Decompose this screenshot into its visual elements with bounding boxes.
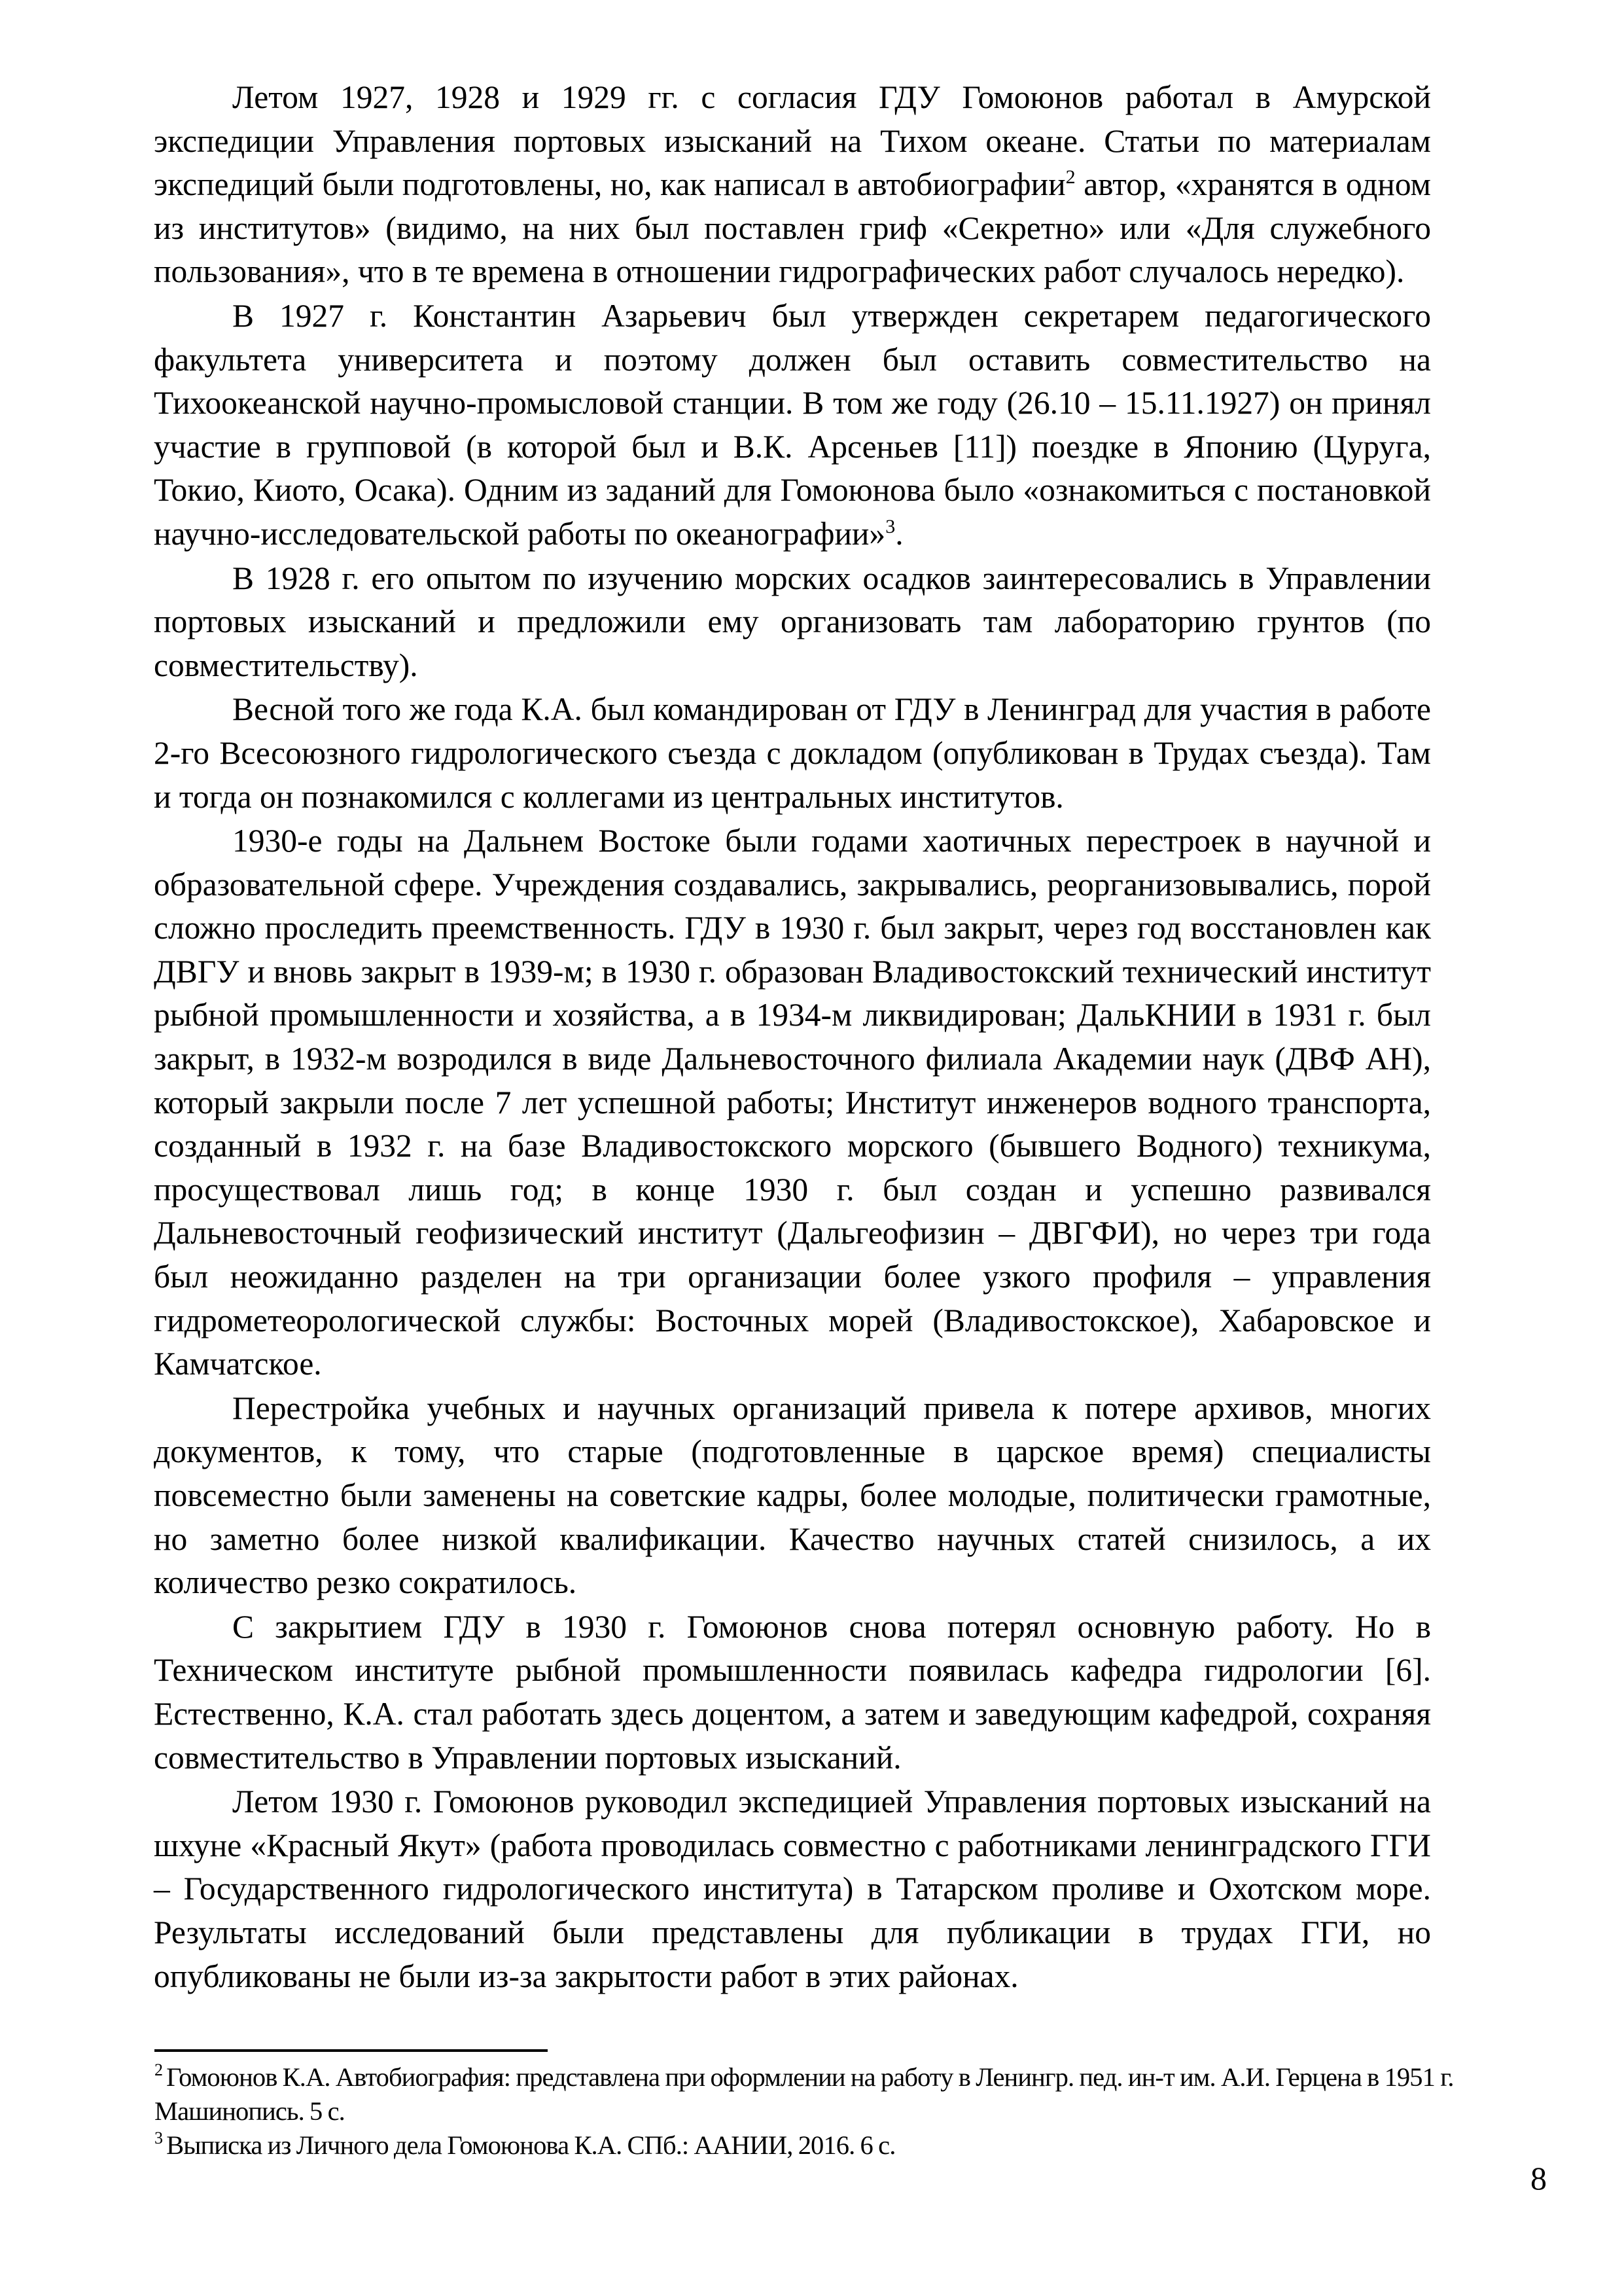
paragraph-5 [154, 819, 1431, 1386]
paragraph-text: . [895, 515, 904, 552]
body-text [154, 76, 1431, 1999]
paragraph-text: Летом 1927, 1928 и 1929 гг. с согласия ГДУ Гомоюнов работал в Амурской экспедиции Управления портовых изысканий на Тихом океане. Статьи по материалам экспедиций были подготовлены, но, как написал в автобиографии [154, 79, 1431, 203]
paragraph-4 [154, 688, 1431, 819]
paragraph-text: В 1928 г. его опытом по изучению морских осадков заинтересовались в Управлении портовых изысканий и предложили ему организовать там лабораторию грунтов (по совместительству). [154, 560, 1431, 683]
paragraph-text: Весной того же года К.А. был командирован от ГДУ в Ленинград для участия в работе 2-го Всесоюзного гидрологического съезда с докладом (опубликован в Трудах съезда). Там и тогда он познакомился с коллегами из центральных институтов. [154, 691, 1431, 815]
page-number: 8 [1530, 2160, 1547, 2197]
footnote-reference-3[interactable]: 3 [885, 515, 896, 537]
paragraph-7 [154, 1605, 1431, 1780]
paragraph-8 [154, 1780, 1431, 1998]
paragraph-1 [154, 76, 1431, 294]
paragraph-2 [154, 295, 1431, 556]
footnote-number: 3 [154, 2128, 163, 2147]
footnote-text: Выписка из Личного дела Гомоюнова К.А. СПб.: ААНИИ, 2016. 6 с. [166, 2130, 896, 2160]
footnote-3 [154, 2128, 1504, 2162]
paragraph-6 [154, 1387, 1431, 1605]
paragraph-text: С закрытием ГДУ в 1930 г. Гомоюнов снова потерял основную работу. Но в Техническом институте рыбной промышленности появилась кафедра гидрологии [6]. Естественно, К.А. стал работать здесь доцентом, а затем и заведующим кафедрой, сохраняя совместительство в Управлении портовых изысканий. [154, 1608, 1431, 1776]
footnote-reference-2[interactable]: 2 [1065, 166, 1076, 188]
footnote-text: Гомоюнов К.А. Автобиография: представлена при оформлении на работу в Ленингр. пед. ин-т им. А.И. Герцена в 1951 г. Машинопись. 5 с. [154, 2062, 1454, 2126]
footnote-2 [154, 2060, 1504, 2128]
paragraph-text: автор, «хранятся в одном из институтов» (видимо, на них был поставлен гриф «Секретно» или «Для служебного пользования», что в те времена в отношении гидрографических работ случалось нередко). [154, 166, 1432, 290]
footnote-separator [154, 2049, 548, 2052]
paragraph-text: Летом 1930 г. Гомоюнов руководил экспедицией Управления портовых изысканий на шхуне «Красный Якут» (работа проводилась совместно с работниками ленинградского ГГИ – Государственного гидрологического института) в Татарском проливе и Охотском море. Результаты исследований были представлены для публикации в трудах ГГИ, но опубликованы не были из-за закрытости работ в этих районах. [154, 1784, 1431, 1994]
footnotes [154, 2060, 1504, 2162]
paragraph-3 [154, 557, 1431, 688]
paragraph-text: В 1927 г. Константин Азарьевич был утвержден секретарем педагогического факультета университета и поэтому должен был оставить совместительство на Тихоокеанской научно-промысловой станции. В том же году (26.10 – 15.11.1927) он принял участие в групповой (в которой был и В.К. Арсеньев [11]) поездке в Японию (Цуруга, Токио, Киото, Осака). Одним из заданий для Гомоюнова было «ознакомиться с постановкой научно-исследовательской работы по океанографии» [154, 297, 1431, 552]
footnote-number: 2 [154, 2060, 163, 2079]
paragraph-text: Перестройка учебных и научных организаций привела к потере архивов, многих документов, к тому, что старые (подготовленные в царское время) специалисты повсеместно были заменены на советские кадры, более молодые, политически грамотные, но заметно более низкой квалификации. Качество научных статей снизилось, а их количество резко сократилось. [154, 1390, 1431, 1601]
paragraph-text: 1930-е годы на Дальнем Востоке были годами хаотичных перестроек в научной и образовательной сфере. Учреждения создавались, закрывались, реорганизовывались, порой сложно проследить преемственность. ГДУ в 1930 г. был закрыт, через год восстановлен как ДВГУ и вновь закрыт в 1939-м; в 1930 г. образован Владивостокский технический институт рыбной промышленности и хозяйства, а в 1934-м ликвидирован; ДальКНИИ в 1931 г. был закрыт, в 1932-м возродился в виде Дальневосточного филиала Академии наук (ДВФ АН), который закрыли после 7 лет успешной работы; Институт инженеров водного транспорта, созданный в 1932 г. на базе Владивостокского морского (бывшего Водного) техникума, просуществовал лишь год; в конце 1930 г. был создан и успешно развивался Дальневосточный геофизический институт (Дальгеофизин – ДВГФИ), но через три года был неожиданно разделен на три организации более узкого профиля – управления гидрометеорологической службы: Восточных морей (Владивостокское), Хабаровское и Камчатское. [154, 823, 1431, 1382]
